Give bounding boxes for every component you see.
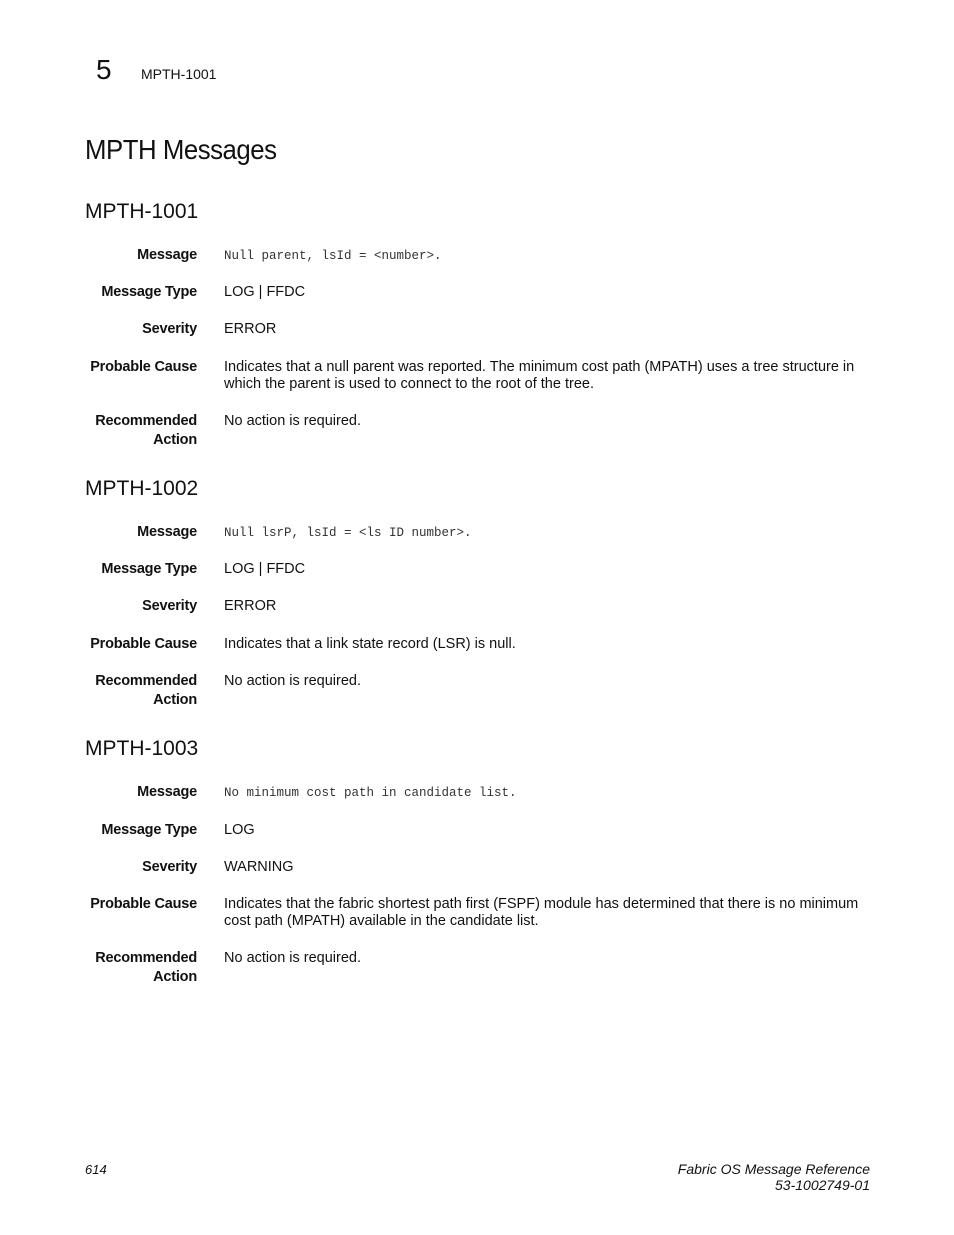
recommended-action-value: No action is required.: [224, 413, 362, 429]
footer-page-number: 614: [85, 1162, 107, 1177]
probable-cause-label: Probable Cause: [90, 896, 197, 912]
recommended-action-label-line2: Action: [153, 432, 197, 448]
message-heading: MPTH-1003: [85, 737, 199, 760]
message-type-label: Message Type: [101, 822, 197, 838]
footer-doc-info: [678, 1161, 870, 1193]
message-text: Null parent, lsId = <number>.: [224, 249, 442, 263]
severity-label: Severity: [142, 859, 197, 875]
recommended-action-label: [37, 672, 197, 710]
probable-cause-label: Probable Cause: [90, 636, 197, 652]
recommended-action-label-line1: Recommended: [95, 950, 197, 966]
probable-cause-value: Indicates that a null parent was reported. The minimum cost path (MPATH) uses a tree structure in which the parent is used to connect to the root of the tree.: [224, 359, 855, 392]
severity-value: ERROR: [224, 598, 277, 614]
recommended-action-label: [37, 949, 197, 987]
probable-cause-value: Indicates that a link state record (LSR) is null.: [224, 636, 516, 652]
probable-cause-value: Indicates that the fabric shortest path first (FSPF) module has determined that there is no minimum cost path (MPATH) available in the candidate list.: [224, 896, 859, 929]
severity-value: WARNING: [224, 859, 294, 875]
message-label: Message: [137, 524, 197, 540]
recommended-action-label-line1: Recommended: [95, 673, 197, 689]
recommended-action-label-line2: Action: [153, 692, 197, 708]
recommended-action-label: [37, 412, 197, 450]
message-label: Message: [137, 247, 197, 263]
recommended-action-label-line1: Recommended: [95, 413, 197, 429]
footer-doc-number: 53-1002749-01: [775, 1177, 870, 1193]
severity-label: Severity: [142, 321, 197, 337]
severity-value: ERROR: [224, 321, 277, 337]
message-label: Message: [137, 784, 197, 800]
message-type-value: LOG | FFDC: [224, 284, 306, 300]
probable-cause-label: Probable Cause: [90, 359, 197, 375]
message-heading: MPTH-1001: [85, 200, 199, 223]
page-title: MPTH Messages: [85, 134, 277, 165]
message-type-label: Message Type: [101, 561, 197, 577]
message-type-value: LOG: [224, 822, 255, 838]
footer-book-title: Fabric OS Message Reference: [677, 1161, 870, 1177]
message-heading: MPTH-1002: [85, 477, 199, 500]
message-type-value: LOG | FFDC: [224, 561, 306, 577]
chapter-number: 5: [96, 54, 112, 85]
running-header-title: MPTH-1001: [141, 66, 217, 82]
recommended-action-value: No action is required.: [224, 673, 362, 689]
message-text: No minimum cost path in candidate list.: [224, 786, 517, 800]
recommended-action-value: No action is required.: [224, 950, 362, 966]
recommended-action-label-line2: Action: [153, 969, 197, 985]
severity-label: Severity: [142, 598, 197, 614]
message-type-label: Message Type: [101, 284, 197, 300]
message-text: Null lsrP, lsId = <ls ID number>.: [224, 526, 472, 540]
